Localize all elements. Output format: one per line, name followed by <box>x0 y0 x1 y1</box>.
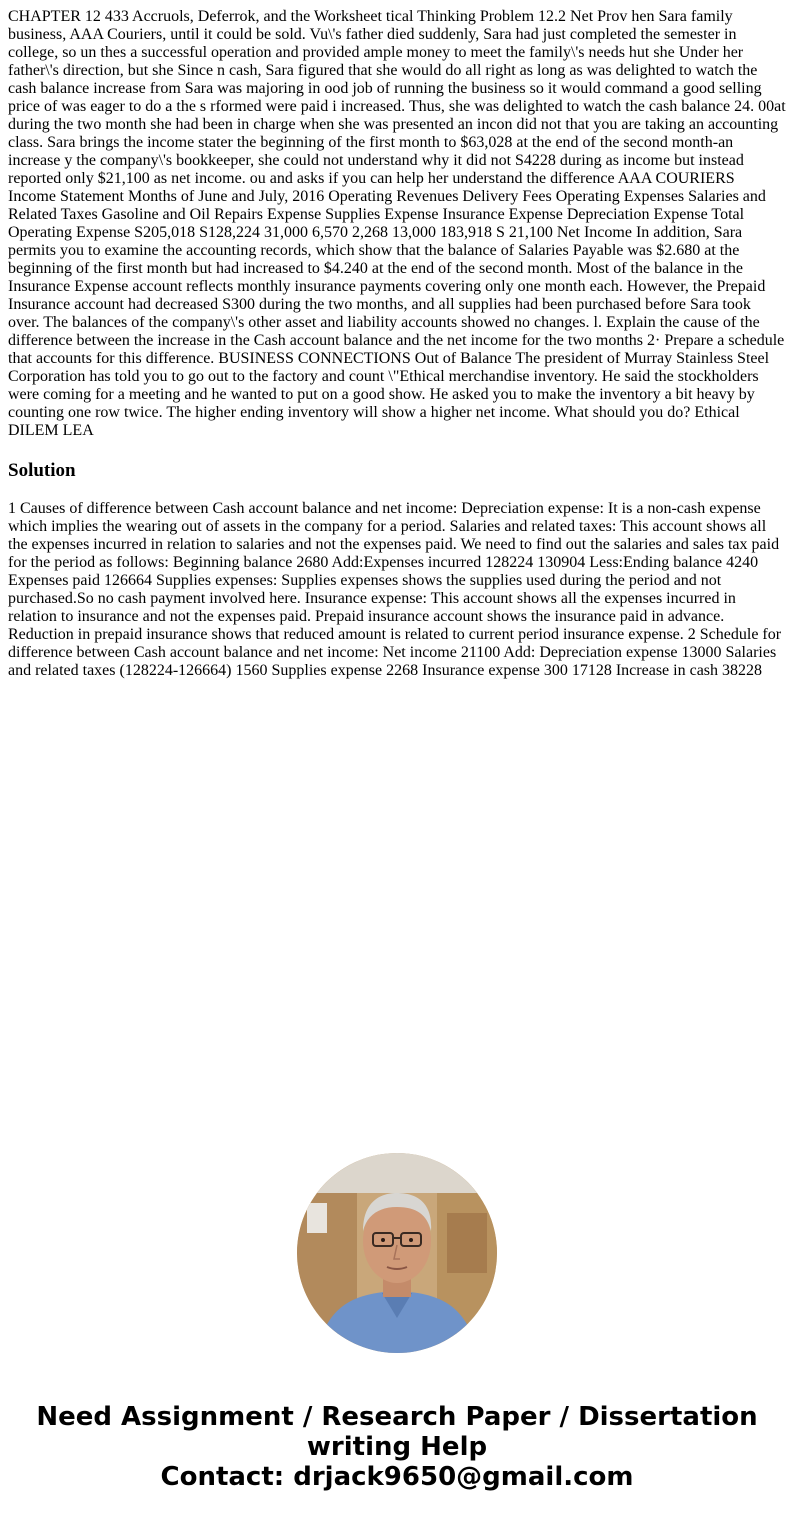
question-text: CHAPTER 12 433 Accruols, Deferrok, and the Worksheet tical Thinking Problem 12.2 Net Prov hen Sara family business, AAA Couriers, until it could be sold. Vu\'s father died suddenly, Sara had just completed the semester in college, so un thes a successful operation and provided ample money to meet the family\'s needs hut she Under her father\'s direction, but she Since n cash, Sara figured that she would do all right as long as was delighted to watch the cash balance increase from Sara was majoring in ood job of running the business so it would command a good selling price of was eager to do a the s rformed were paid i increased. Thus, she was delighted to watch the cash balance 24. 00at during the two month she had been in charge when she was presented an incon did not that you are taking an accounting class. Sara brings the income stater the beginning of the first month to $63,028 at the end of the second month-an increase y the company\'s bookkeeper, she could not understand why it did not S4228 during as income but instead reported only $21,100 as net income. ou and asks if you can help her understand the difference AAA COURIERS Income Statement Months of June and July, 2016 Operating Revenues Delivery Fees Operating Expenses Salaries and Related Taxes Gasoline and Oil Repairs Expense Supplies Expense Insurance Expense Depreciation Expense Total Operating Expense S205,018 S128,224 31,000 6,570 2,268 13,000 183,918 S 21,100 Net Income In addition, Sara permits you to examine the accounting records, which show that the balance of Salaries Payable was $2.680 at the beginning of the first month but had increased to $4.240 at the end of the second month. Most of the balance in the Insurance Expense account reflects monthly insurance payments covering only one month each. However, the Prepaid Insurance account had decreased S300 during the two months, and all supplies had been purchased before Sara took over. The balances of the company\'s other asset and liability accounts showed no changes. l. Explain the cause of the difference between the increase in the Cash account balance and the net income for the two months 2· Prepare a schedule that accounts for this difference. BUSINESS CONNECTIONS Out of Balance The president of Murray Stainless Steel Corporation has told you to go out to the factory and count \"Ethical merchandise inventory. He said the stockholders were coming for a meeting and he wanted to put on a good show. He asked you to make the inventory a bit heavy by counting one row twice. The higher ending inventory will show a higher net income. What should you do? Ethical DILEM LEA <box>8 8 786 439</box>
author-avatar <box>297 1153 497 1353</box>
promo-line-2: writing Help <box>306 1432 488 1462</box>
promo-banner <box>0 1402 794 1492</box>
solution-heading: Solution <box>8 460 76 481</box>
document-content <box>8 8 786 680</box>
solution-text: 1 Causes of difference between Cash account balance and net income: Depreciation expense: It is a non-cash expense which implies the wearing out of assets in the company for a period. Salaries and related taxes: This account shows all the expenses incurred in relation to salaries and not the expenses paid. We need to find out the salaries and sales tax paid for the period as follows: Beginning balance 2680 Add:Expenses incurred 128224 130904 Less:Ending balance 4240 Expenses paid 126664 Supplies expenses: Supplies expenses shows the supplies used during the period and not purchased.So no cash payment involved here. Insurance expense: This account shows all the expenses incurred in relation to insurance and not the expenses paid. Prepaid insurance account shows the insurance paid in advance. Reduction in prepaid insurance shows that reduced amount is related to current period insurance expense. 2 Schedule for difference between Cash account balance and net income: Net income 21100 Add: Depreciation expense 13000 Salaries and related taxes (128224-126664) 1560 Supplies expense 2268 Insurance expense 300 17128 Increase in cash 38228 <box>8 500 782 679</box>
author-photo-illustration <box>297 1153 497 1353</box>
promo-line-1: Need Assignment / Research Paper / Dissertation <box>36 1402 758 1432</box>
promo-contact: Contact: drjack9650@gmail.com <box>160 1462 634 1492</box>
